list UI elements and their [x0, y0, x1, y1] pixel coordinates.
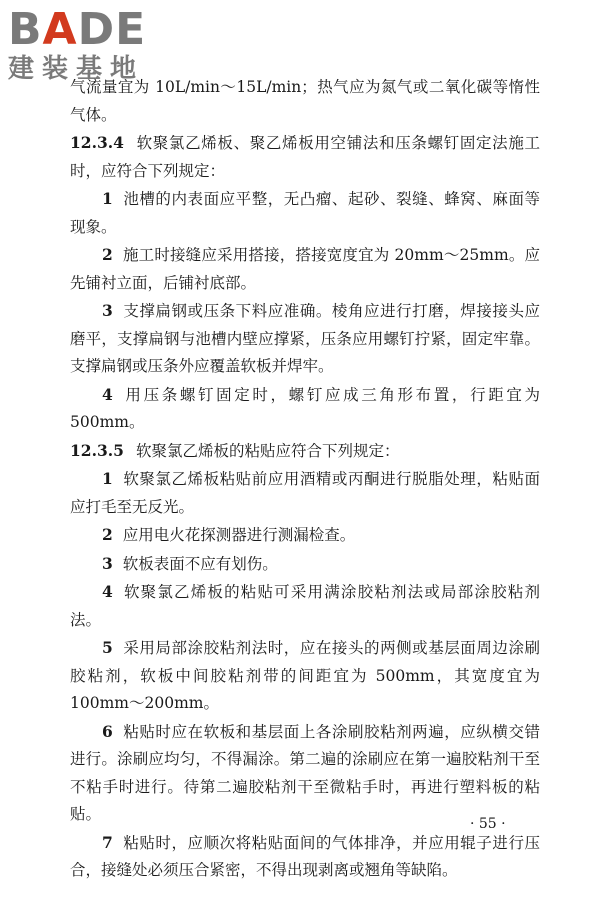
paragraph-continuation: 气流量宜为 10L/min～15L/min；热气应为氮气或二氧化碳等惰性气体。	[70, 78, 540, 124]
list-item: 3 软板表面不应有划伤。	[102, 553, 278, 573]
logo-chinese: 建装基地	[8, 54, 145, 84]
list-item: 2 施工时接缝应采用搭接，搭接宽度宜为 20mm～25mm。应先铺衬立面，后铺衬底部。	[70, 245, 540, 292]
list-item: 4 用压条螺钉固定时，螺钉应成三角形布置，行距宜为500mm。	[70, 384, 540, 431]
page-body	[70, 74, 540, 885]
list-item: 4 软聚氯乙烯板的粘贴可采用满涂胶粘剂法或局部涂胶粘剂法。	[70, 582, 540, 629]
clause-12-3-5: 12.3.5 软聚氯乙烯板的粘贴应符合下列规定：	[70, 440, 400, 460]
page-number: · 55 ·	[470, 816, 506, 832]
brand-logo	[8, 4, 178, 84]
list-item: 1 软聚氯乙烯板粘贴前应用酒精或丙酮进行脱脂处理，粘贴面应打毛至无反光。	[70, 469, 540, 516]
list-item: 1 池槽的内表面应平整，无凸瘤、起砂、裂缝、蜂窝、麻面等现象。	[70, 189, 540, 236]
clause-12-3-4: 12.3.4 软聚氯乙烯板、聚乙烯板用空铺法和压条螺钉固定法施工时，应符合下列规定：	[70, 133, 540, 180]
list-item: 3 支撑扁钢或压条下料应准确。棱角应进行打磨，焊接接头应磨平，支撑扁钢与池槽内壁应撑紧，压条应用螺钉拧紧，固定牢靠。支撑扁钢或压条外应覆盖软板并焊牢。	[70, 301, 540, 375]
list-item: 5 采用局部涂胶粘剂法时，应在接头的两侧或基层面周边涂刷胶粘剂，软板中间胶粘剂带的间距宜为 500mm，其宽度宜为100mm～200mm。	[70, 638, 540, 712]
list-item: 2 应用电火花探测器进行测漏检查。	[102, 525, 356, 544]
list-item: 6 粘贴时应在软板和基层面上各涂刷胶粘剂两遍，应纵横交错进行。涂刷应均匀，不得漏涂。第二遍的涂刷应在第一遍胶粘剂干至不粘手时进行。待第二遍胶粘剂干至微粘手时，再进行塑料板的粘贴。	[70, 721, 540, 823]
list-item: 7 粘贴时，应顺次将粘贴面间的气体排净，并应用辊子进行压合，接缝处必须压合紧密，不得出现剥离或翘角等缺陷。	[70, 832, 540, 879]
logo-english: BADE	[8, 4, 147, 55]
